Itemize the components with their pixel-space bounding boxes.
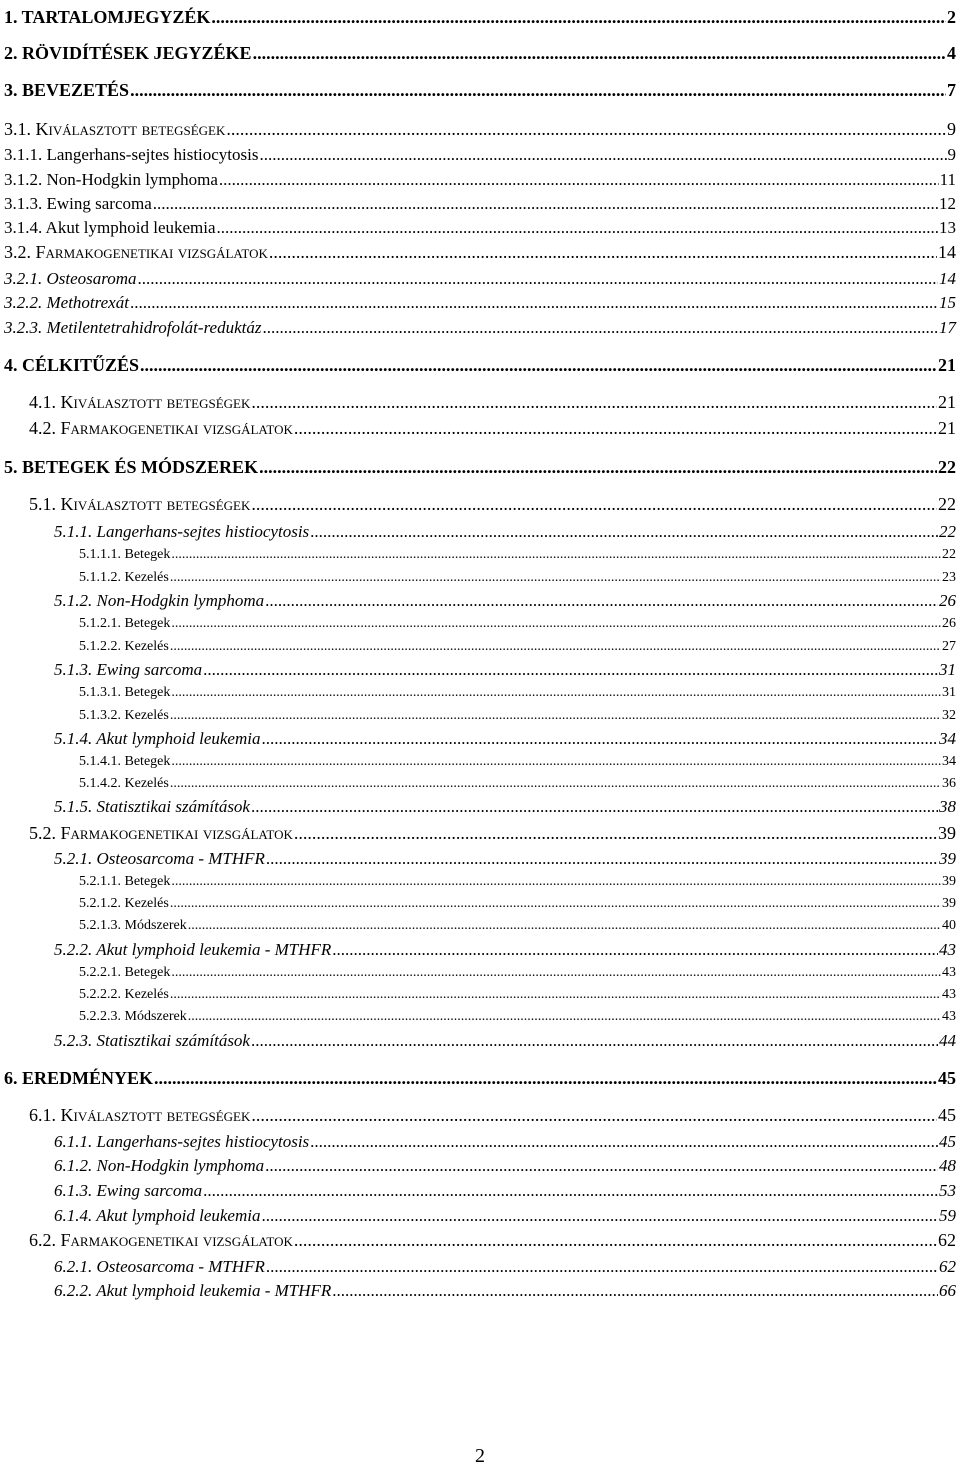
toc-entry[interactable] [79,777,956,791]
toc-entry-page: 21 [938,355,956,375]
toc-entry-title: 5.1.1.1. Betegek [79,547,171,562]
dot-leader [130,81,946,99]
toc-entry[interactable] [4,120,956,138]
toc-entry[interactable] [54,1282,956,1299]
dot-leader [171,875,941,889]
toc-entry-page: 26 [939,591,956,610]
dot-leader [170,988,941,1002]
dot-leader [265,592,938,609]
toc-entry[interactable] [4,81,956,99]
toc-entry[interactable] [4,356,956,374]
toc-entry-page: 38 [939,797,956,816]
toc-entry-page: 11 [939,170,956,189]
toc-entry-page: 45 [938,1105,956,1125]
dot-leader [219,171,939,188]
dot-leader [138,270,938,287]
toc-entry-page: 4 [947,43,956,63]
toc-entry-page: 23 [942,570,956,585]
dot-leader [262,319,938,336]
toc-entry-page: 22 [939,522,956,541]
toc-entry-title: 5.1. Kiválasztott betegségek [29,494,251,514]
toc-entry-page: 27 [942,639,956,654]
toc-entry[interactable] [4,219,956,236]
toc-entry-title: 6. EREDMÉNYEK [4,1068,154,1088]
toc-entry[interactable] [54,661,956,678]
toc-entry-title: 6.2.1. Osteosarcoma - MTHFR [54,1257,265,1276]
toc-entry-title: 6.2. Farmakogenetikai vizsgálatok [29,1230,293,1250]
dot-leader [266,850,938,867]
toc-entry[interactable] [54,523,956,540]
toc-entry[interactable] [54,1157,956,1174]
toc-entry-title: 5.1.1.2. Kezelés [79,570,169,585]
toc-entry-title: 5.1.4. Akut lymphoid leukemia [54,729,261,748]
toc-entry-page: 2 [947,7,956,27]
toc-entry-title: 3.2.3. Metilentetrahidrofolát-reduktáz [4,318,262,337]
toc-entry[interactable] [4,243,956,261]
toc-entry-title: 3. BEVEZETÉS [4,80,130,100]
toc-entry[interactable] [54,1133,956,1150]
toc-entry-title: 4.2. Farmakogenetikai vizsgálatok [29,418,293,438]
toc-entry[interactable] [4,146,956,163]
toc-entry-page: 43 [942,1009,956,1024]
dot-leader [226,120,946,138]
toc-entry[interactable] [29,393,956,411]
toc-entry-title: 5.1.2.1. Betegek [79,616,171,631]
toc-entry[interactable] [4,458,956,476]
dot-leader [211,8,946,26]
dot-leader [269,243,937,261]
toc-entry-page: 62 [938,1230,956,1250]
dot-leader [310,1133,938,1150]
toc-entry[interactable] [54,941,956,958]
toc-entry-page: 7 [947,80,956,100]
dot-leader [251,1106,937,1124]
toc-entry-title: 4.1. Kiválasztott betegségek [29,392,251,412]
toc-entry-page: 22 [938,457,956,477]
toc-entry-title: 6.1.1. Langerhans-sejtes histiocytosis [54,1132,310,1151]
toc-entry-page: 62 [939,1257,956,1276]
dot-leader [251,495,937,513]
toc-entry-title: 5. BETEGEK ÉS MÓDSZEREK [4,457,259,477]
toc-entry-title: 6.2.2. Akut lymphoid leukemia - MTHFR [54,1281,332,1300]
dot-leader [294,419,937,437]
dot-leader [170,709,941,723]
toc-entry-page: 45 [939,1132,956,1151]
toc-entry[interactable] [4,44,956,62]
toc-entry-page: 59 [939,1206,956,1225]
toc-entry[interactable] [29,495,956,513]
toc-entry-page: 17 [939,318,956,337]
toc-entry-title: 3.2.1. Osteosaroma [4,269,137,288]
dot-leader [171,966,941,980]
toc-entry-title: 6.1.4. Akut lymphoid leukemia [54,1206,261,1225]
toc-entry-page: 43 [942,965,956,980]
dot-leader [171,617,941,631]
toc-entry-page: 26 [942,616,956,631]
toc-entry-page: 34 [942,754,956,769]
dot-leader [253,44,946,62]
toc-entry[interactable] [79,897,956,911]
toc-entry-title: 6.1.2. Non-Hodgkin lymphoma [54,1156,265,1175]
toc-entry[interactable] [4,319,956,336]
toc-entry[interactable] [79,571,956,585]
toc-entry-page: 12 [939,194,956,213]
toc-entry-page: 22 [942,547,956,562]
toc-entry-title: 6.1.3. Ewing sarcoma [54,1181,203,1200]
toc-entry[interactable] [79,919,956,933]
toc-entry-title: 5.2.1.1. Betegek [79,874,171,889]
toc-entry[interactable] [79,988,956,1002]
toc-entry-page: 21 [938,418,956,438]
dot-leader [171,548,941,562]
toc-entry[interactable] [4,294,956,311]
toc-entry-title: 3.2. Farmakogenetikai vizsgálatok [4,242,268,262]
toc-entry-title: 5.1.5. Statisztikai számítások [54,797,250,816]
toc-entry-title: 5.2.1. Osteosarcoma - MTHFR [54,849,265,868]
toc-entry-title: 5.2.2.1. Betegek [79,965,171,980]
dot-leader [266,1258,938,1275]
dot-leader [332,941,938,958]
toc-entry-page: 9 [947,145,956,164]
toc-entry[interactable] [29,824,956,842]
toc-entry-page: 14 [938,242,956,262]
toc-entry-title: 5.1.2. Non-Hodgkin lymphoma [54,591,265,610]
toc-entry-page: 13 [939,218,956,237]
toc-entry-page: 31 [939,660,956,679]
toc-entry-page: 15 [939,293,956,312]
toc-entry[interactable] [4,1069,956,1087]
toc-entry-page: 48 [939,1156,956,1175]
toc-entry[interactable] [54,1032,956,1049]
toc-entry-page: 22 [938,494,956,514]
toc-entry-title: 5.1.2.2. Kezelés [79,639,169,654]
toc-entry-page: 45 [938,1068,956,1088]
toc-entry[interactable] [54,1207,956,1224]
dot-leader [153,195,938,212]
dot-leader [260,146,947,163]
toc-entry[interactable] [54,592,956,609]
page-number: 2 [475,1445,485,1467]
toc-entry-title: 2. RÖVIDÍTÉSEK JEGYZÉKE [4,43,252,63]
toc-entry-page: 66 [939,1281,956,1300]
toc-entry-page: 39 [942,896,956,911]
toc-entry-title: 1. TARTALOMJEGYZÉK [4,7,211,27]
dot-leader [294,824,937,842]
dot-leader [294,1231,937,1249]
toc-entry[interactable] [4,171,956,188]
dot-leader [140,356,937,374]
dot-leader [251,798,938,815]
dot-leader [188,919,941,933]
toc-entry-title: 5.2. Farmakogenetikai vizsgálatok [29,823,293,843]
toc-entry-page: 43 [942,987,956,1002]
dot-leader [170,640,941,654]
toc-entry-title: 5.1.3.2. Kezelés [79,708,169,723]
toc-entry-page: 44 [939,1031,956,1050]
dot-leader [217,219,938,236]
toc-entry[interactable] [4,270,956,287]
dot-leader [332,1282,938,1299]
toc-entry-title: 5.1.3.1. Betegek [79,685,171,700]
toc-entry-page: 32 [942,708,956,723]
dot-leader [261,730,938,747]
toc-entry-page: 39 [939,849,956,868]
toc-entry-page: 9 [947,119,956,139]
toc-entry-title: 4. CÉLKITŰZÉS [4,355,140,375]
dot-leader [203,1182,938,1199]
toc-entry[interactable] [54,850,956,867]
toc-entry-title: 5.2.2.3. Módszerek [79,1009,187,1024]
toc-entry-page: 39 [942,874,956,889]
dot-leader [154,1069,937,1087]
toc-entry-title: 3.1.4. Akut lymphoid leukemia [4,218,216,237]
toc-entry-title: 5.2.2. Akut lymphoid leukemia - MTHFR [54,940,332,959]
dot-leader [251,393,937,411]
toc-entry-title: 3.1. Kiválasztott betegségek [4,119,226,139]
toc-entry-title: 5.1.4.2. Kezelés [79,776,169,791]
dot-leader [265,1157,938,1174]
toc-entry[interactable] [54,730,956,747]
toc-entry[interactable] [79,1010,956,1024]
toc-entry-title: 5.2.1.3. Módszerek [79,918,187,933]
toc-entry-page: 53 [939,1181,956,1200]
toc-entry-title: 3.1.2. Non-Hodgkin lymphoma [4,170,218,189]
toc-entry-page: 39 [938,823,956,843]
toc-entry-page: 14 [939,269,956,288]
toc-entry-title: 5.1.3. Ewing sarcoma [54,660,203,679]
toc-entry[interactable] [79,875,956,889]
dot-leader [171,686,941,700]
dot-leader [261,1207,938,1224]
toc-entry[interactable] [4,195,956,212]
toc-entry[interactable] [4,8,956,26]
toc-entry-title: 5.1.1. Langerhans-sejtes histiocytosis [54,522,310,541]
toc-entry[interactable] [79,686,956,700]
toc-entry-title: 3.2.2. Methotrexát [4,293,129,312]
toc-entry-page: 34 [939,729,956,748]
toc-entry[interactable] [79,617,956,631]
toc-entry-title: 3.1.3. Ewing sarcoma [4,194,152,213]
toc-entry-page: 43 [939,940,956,959]
dot-leader [259,458,937,476]
toc-entry-page: 40 [942,918,956,933]
dot-leader [203,661,938,678]
toc-entry-title: 5.2.1.2. Kezelés [79,896,169,911]
toc-entry[interactable] [79,709,956,723]
toc-entry-page: 21 [938,392,956,412]
dot-leader [170,571,941,585]
toc-entry[interactable] [29,1106,956,1124]
toc-entry[interactable] [54,1182,956,1199]
dot-leader [188,1010,941,1024]
toc-entry-title: 5.2.3. Statisztikai számítások [54,1031,250,1050]
toc-entry[interactable] [79,755,956,769]
toc-entry[interactable] [79,966,956,980]
toc-entry[interactable] [79,640,956,654]
toc-entry[interactable] [79,548,956,562]
toc-entry[interactable] [29,1231,956,1249]
toc-entry[interactable] [29,419,956,437]
toc-entry[interactable] [54,798,956,815]
toc-entry-title: 3.1.1. Langerhans-sejtes histiocytosis [4,145,259,164]
dot-leader [170,897,941,911]
toc-entry-page: 36 [942,776,956,791]
dot-leader [171,755,941,769]
toc-entry-title: 5.2.2.2. Kezelés [79,987,169,1002]
dot-leader [130,294,938,311]
toc-entry[interactable] [54,1258,956,1275]
dot-leader [310,523,938,540]
toc-entry-title: 5.1.4.1. Betegek [79,754,171,769]
dot-leader [170,777,941,791]
dot-leader [251,1032,938,1049]
toc-entry-title: 6.1. Kiválasztott betegségek [29,1105,251,1125]
toc-entry-page: 31 [942,685,956,700]
